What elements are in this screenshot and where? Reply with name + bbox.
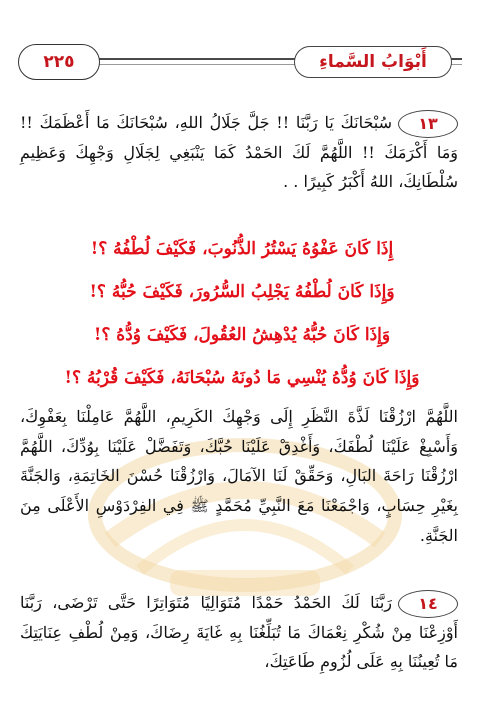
- highlighted-line: وَإِذَا كَانَ حُبُّهُ يُدْهِشُ العُقُولَ، فَكَيْفَ وُدُّهُ ؟!: [93, 325, 391, 345]
- paragraph-section-14: [20, 588, 458, 677]
- chapter-title-text: أَبْوَابُ السَّماءِ: [319, 52, 427, 72]
- highlighted-line: وَإِذَا كَانَ لُطْفُهُ يَجْلِبُ السُّرُورَ، فَكَيْفَ حُبُّهُ ؟!: [89, 282, 395, 302]
- section-13-body: سُبْحَانَكَ يَا رَبَّنَا !! جَلَّ جَلَالُ اللهِ، سُبْحَانَكَ مَا أَعْظَمَكَ !! وَمَا أَكْرَمَكَ !! اللَّهُمَّ لَكَ الحَمْدُ كَمَا يَنْبَغِي لِجَلَالِ وَجْهِكَ وَعَظِيمِ سُلْطَانِكَ، اللهُ أَكْبَرُ كَبِيرًا . .: [20, 113, 458, 191]
- section-13-text: [20, 108, 458, 197]
- chapter-title: [294, 46, 452, 78]
- paragraph-section-13: [20, 108, 458, 197]
- section-number-badge: ١٤: [398, 590, 458, 618]
- section-number-badge: ١٣: [398, 110, 458, 138]
- highlighted-line: إِذَا كَانَ عَفْوُهُ يَسْتُرُ الذُّنُوبَ، فَكَيْفَ لُطْفُهُ ؟!: [90, 239, 394, 259]
- section-14-body: رَبَّنَا لَكَ الحَمْدُ حَمْدًا مُتَوَالِيًا مُتَوَاتِرًا حَتَّى تَرْضَى، رَبَّنَا أَوْزِعْنَا مِنْ شُكْرِ نِعْمَاكَ مَا تُبَلِّغُنَا بِهِ غَايَةَ رِضَاكَ، وَمِنْ لُطْفِ عِنَايَتِكَ مَا تُعِينُنَا بِهِ عَلَى لُزُومِ طَاعَتِكَ،: [20, 593, 458, 671]
- paragraph-prayer: [20, 402, 458, 551]
- highlighted-line: وَإِذَا كَانَ وُدُّهُ يُنْسِي مَا دُونَهُ سُبْحَانَهُ، فَكَيْفَ قُرْبُهُ ؟!: [64, 368, 420, 388]
- prayer-body: اللَّهُمَّ ارْزُقْنَا لَذَّةَ النَّظَرِ إِلَى وَجْهِكَ الكَرِيمِ، اللَّهُمَّ عَامِلْنَا بِعَفْوِكَ، وَأَسْبِغْ عَلَيْنَا لُطْفَكَ، وَأَغْدِقْ عَلَيْنَا حُبَّكَ، وَتَفَضَّلْ عَلَيْنَا بِوُدِّكَ، اللَّهُمَّ ارْزُقْنَا رَاحَةَ البَالِ، وَحَقِّقْ لَنَا الآمَالَ، وَارْزُقْنَا حُسْنَ الخَاتِمَةِ، وَالجَنَّةَ بِغَيْرِ حِسَابٍ، وَاجْمَعْنَا مَعَ النَّبِيِّ مُحَمَّدٍ: [20, 407, 459, 515]
- salawat-glyph: ﷺ: [190, 496, 209, 515]
- prayer-ending: فِي الفِرْدَوْسِ الأَعْلَى مِنَ الجَنَّةِ.: [20, 495, 458, 545]
- highlighted-verses: [40, 228, 444, 400]
- prayer-text: [20, 402, 458, 551]
- page-number: ٢٢٥: [43, 52, 75, 72]
- section-14-text: [20, 588, 458, 677]
- page-number-badge: [18, 44, 100, 80]
